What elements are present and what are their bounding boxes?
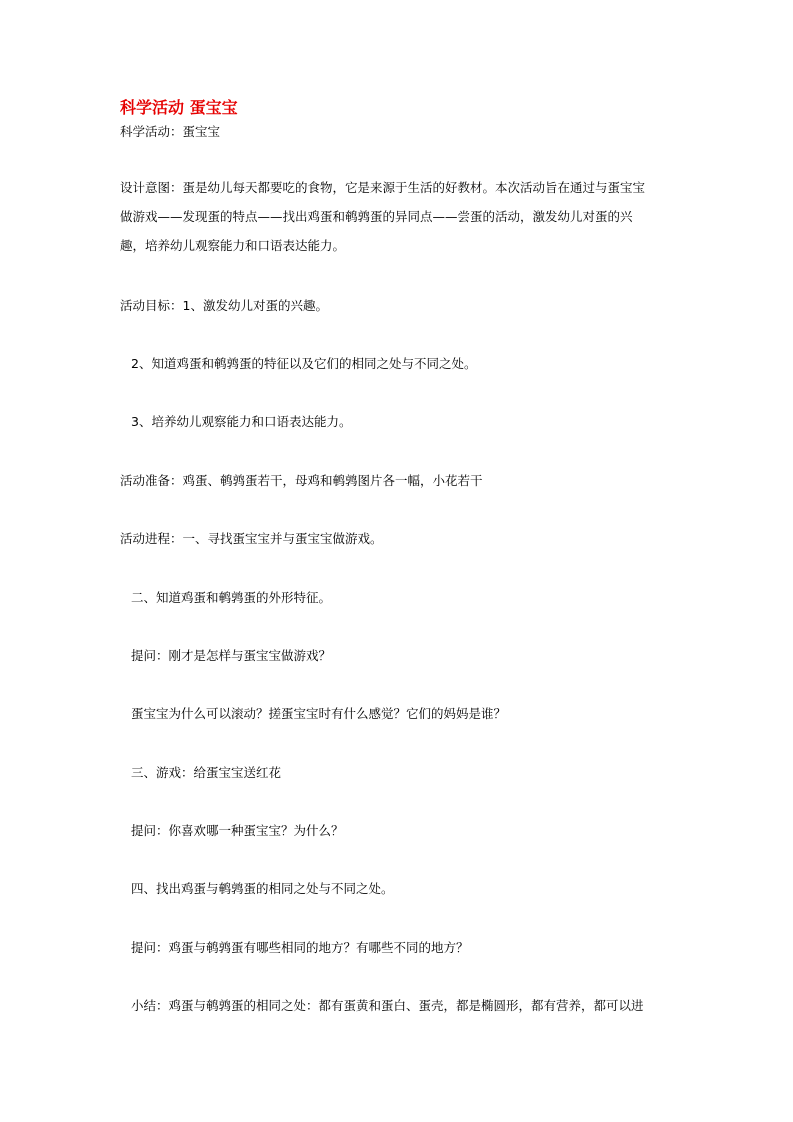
document-title: 科学活动 蛋宝宝 [120, 98, 238, 117]
activity-process-2: 二、知道鸡蛋和鹌鹑蛋的外形特征。 [131, 590, 332, 605]
summary-line: 小结：鸡蛋与鹌鹑蛋的相同之处：都有蛋黄和蛋白、蛋壳，都是椭圆形，都有营养，都可以进 [131, 998, 644, 1013]
document-subtitle: 科学活动：蛋宝宝 [120, 124, 221, 139]
question-3: 提问：你喜欢哪一种蛋宝宝？为什么？ [131, 823, 344, 838]
activity-process-4: 四、找出鸡蛋与鹌鹑蛋的相同之处与不同之处。 [131, 881, 394, 896]
question-4: 提问：鸡蛋与鹌鹑蛋有哪些相同的地方？有哪些不同的地方？ [131, 940, 469, 955]
activity-preparation: 活动准备：鸡蛋、鹌鹑蛋若干，母鸡和鹌鹑图片各一幅，小花若干 [120, 473, 483, 488]
design-intent-line-3: 趣，培养幼儿观察能力和口语表达能力。 [120, 238, 346, 253]
question-2: 蛋宝宝为什么可以滚动？搓蛋宝宝时有什么感觉？它们的妈妈是谁？ [131, 706, 507, 721]
activity-process-3: 三、游戏：给蛋宝宝送红花 [131, 765, 282, 780]
activity-process-1: 活动进程：一、寻找蛋宝宝并与蛋宝宝做游戏。 [120, 531, 383, 546]
question-1: 提问：刚才是怎样与蛋宝宝做游戏？ [131, 648, 332, 663]
activity-goal-3: 3、培养幼儿观察能力和口语表达能力。 [131, 414, 352, 429]
design-intent-line-1: 设计意图：蛋是幼儿每天都要吃的食物，它是来源于生活的好教材。本次活动旨在通过与蛋宝宝 [120, 180, 646, 195]
activity-goal-1: 活动目标：1、激发幼儿对蛋的兴趣。 [120, 298, 328, 313]
design-intent-line-2: 做游戏——发现蛋的特点——找出鸡蛋和鹌鹑蛋的异同点——尝蛋的活动，激发幼儿对蛋的兴 [120, 209, 633, 224]
activity-goal-2: 2、知道鸡蛋和鹌鹑蛋的特征以及它们的相同之处与不同之处。 [131, 356, 477, 371]
